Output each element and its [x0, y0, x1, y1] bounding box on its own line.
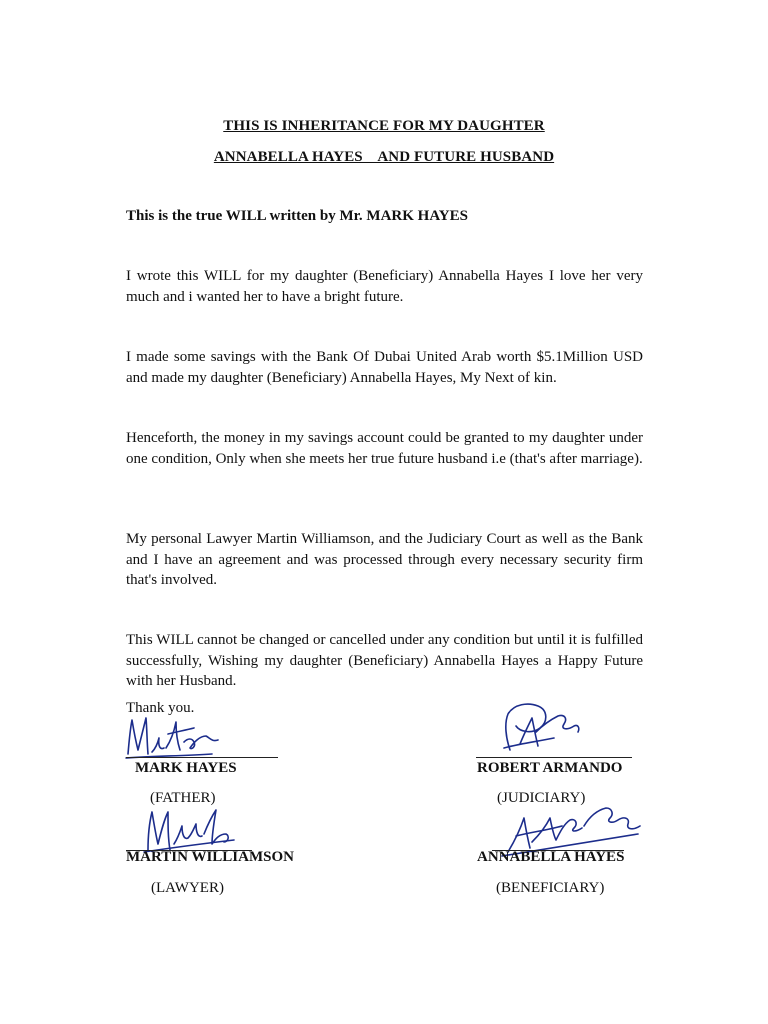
signatory-role-beneficiary: (BENEFICIARY) — [496, 880, 605, 896]
signatory-role-father: (FATHER) — [150, 790, 216, 806]
closing-text: Thank you. — [126, 700, 195, 716]
paragraph-5: This WILL cannot be changed or cancelled under any condition but until it is fulfilled successfully, Wishing my daughter (Beneficiary) Annabella Hayes a Happy Future with her Husband. — [126, 632, 643, 689]
signature-mark-hayes — [122, 712, 227, 760]
signatory-role-lawyer: (LAWYER) — [151, 880, 224, 896]
signature-line-father — [126, 757, 278, 758]
signature-robert-armando — [498, 698, 586, 756]
signatory-name-lawyer: MARTIN WILLIAMSON — [126, 849, 294, 865]
signatory-name-father: MARK HAYES — [135, 760, 237, 776]
paragraph-3: Henceforth, the money in my savings account could be granted to my daughter under one condition, Only when she meets her true future husband i.e (that's after marriage). — [126, 430, 643, 467]
paragraph-2: I made some savings with the Bank Of Dubai United Arab worth $5.1Million USD and made my daughter (Beneficiary) Annabella Hayes, My Next of kin. — [126, 349, 643, 386]
paragraph-1: I wrote this WILL for my daughter (Beneficiary) Annabella Hayes I love her very much and i wanted her to have a bright future. — [126, 268, 643, 305]
document-title-line-1: THIS IS INHERITANCE FOR MY DAUGHTER — [223, 118, 545, 134]
document-title-line-2: ANNABELLA HAYES AND FUTURE HUSBAND — [213, 149, 555, 165]
paragraph-4: My personal Lawyer Martin Williamson, and the Judiciary Court as well as the Bank and I have an agreement and was processed through every necessary security firm that's involved. — [126, 531, 643, 588]
intro-statement: This is the true WILL written by Mr. MARK HAYES — [126, 208, 468, 224]
signature-line-judiciary — [476, 757, 632, 758]
signatory-name-judiciary: ROBERT ARMANDO — [477, 760, 623, 776]
signatory-role-judiciary: (JUDICIARY) — [497, 790, 586, 806]
signatory-name-beneficiary: ANNABELLA HAYES — [477, 849, 625, 865]
